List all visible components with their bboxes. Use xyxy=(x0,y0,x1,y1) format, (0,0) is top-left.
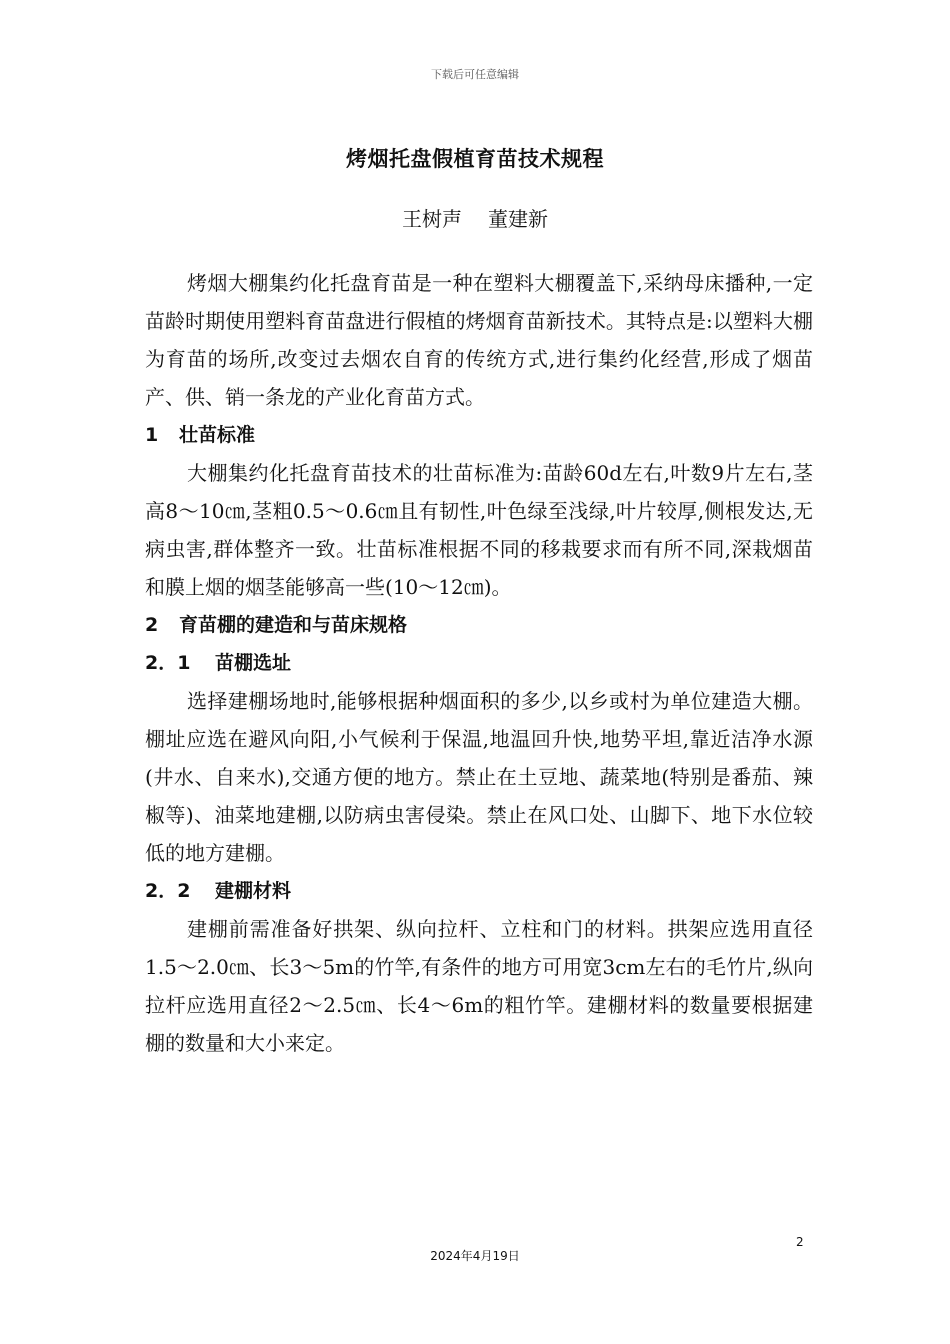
section-1-heading xyxy=(145,416,813,454)
intro-paragraph: 烤烟大棚集约化托盘育苗是一种在塑料大棚覆盖下,采纳母床播种,一定苗龄时期使用塑料育苗盘进行假植的烤烟育苗新技术。其特点是:以塑料大棚为育苗的场所,改变过去烟农自育的传统方式,进行集约化经营,形成了烟苗产、供、销一条龙的产业化育苗方式。 xyxy=(145,271,813,409)
section-1-paragraph: 大棚集约化托盘育苗技术的壮苗标准为:苗龄60d左右,叶数9片左右,茎高8～10㎝,茎粗0.5～0.6㎝且有韧性,叶色绿至浅绿,叶片较厚,侧根发达,无病虫害,群体整齐一致。壮苗标准根据不同的移栽要求而有所不同,深栽烟苗和膜上烟的烟茎能够高一些(10～12㎝)。 xyxy=(145,461,813,599)
author-1: 王树声 xyxy=(402,207,462,231)
section-2-2-title: 建棚材料 xyxy=(215,880,292,902)
document-body xyxy=(145,264,813,1062)
section-2-1-title: 苗棚选址 xyxy=(215,652,292,674)
footer-date: 2024年4月19日 xyxy=(430,1249,520,1263)
author-2: 董建新 xyxy=(488,207,548,231)
page-number: 2 xyxy=(796,1235,804,1249)
section-2-number: 2 xyxy=(145,614,159,636)
section-2-2-number: 2．2 xyxy=(145,880,191,902)
section-2-1-number: 2．1 xyxy=(145,652,191,674)
section-2-heading xyxy=(145,606,813,644)
section-2-2-paragraph: 建棚前需准备好拱架、纵向拉杆、立柱和门的材料。拱架应选用直径1.5～2.0㎝、长3～5m的竹竿,有条件的地方可用宽3cm左右的毛竹片,纵向拉杆应选用直径2～2.5㎝、长4～6m的粗竹竿。建棚材料的数量要根据建棚的数量和大小来定。 xyxy=(145,917,813,1055)
section-1-title: 壮苗标准 xyxy=(179,424,256,446)
header-note: 下载后可任意编辑 xyxy=(431,68,519,81)
authors xyxy=(0,203,950,232)
section-2-1-paragraph: 选择建棚场地时,能够根据种烟面积的多少,以乡或村为单位建造大棚。棚址应选在避风向阳,小气候利于保温,地温回升快,地势平坦,靠近洁净水源(井水、自来水),交通方便的地方。禁止在土豆地、蔬菜地(特别是番茄、辣椒等)、油菜地建棚,以防病虫害侵染。禁止在风口处、山脚下、地下水位较低的地方建棚。 xyxy=(145,689,813,865)
section-1-number: 1 xyxy=(145,424,159,446)
section-2-title: 育苗棚的建造和与苗床规格 xyxy=(179,614,408,636)
section-2-1-heading xyxy=(145,644,813,682)
document-title: 烤烟托盘假植育苗技术规程 xyxy=(346,147,604,171)
section-2-2-heading xyxy=(145,872,813,910)
